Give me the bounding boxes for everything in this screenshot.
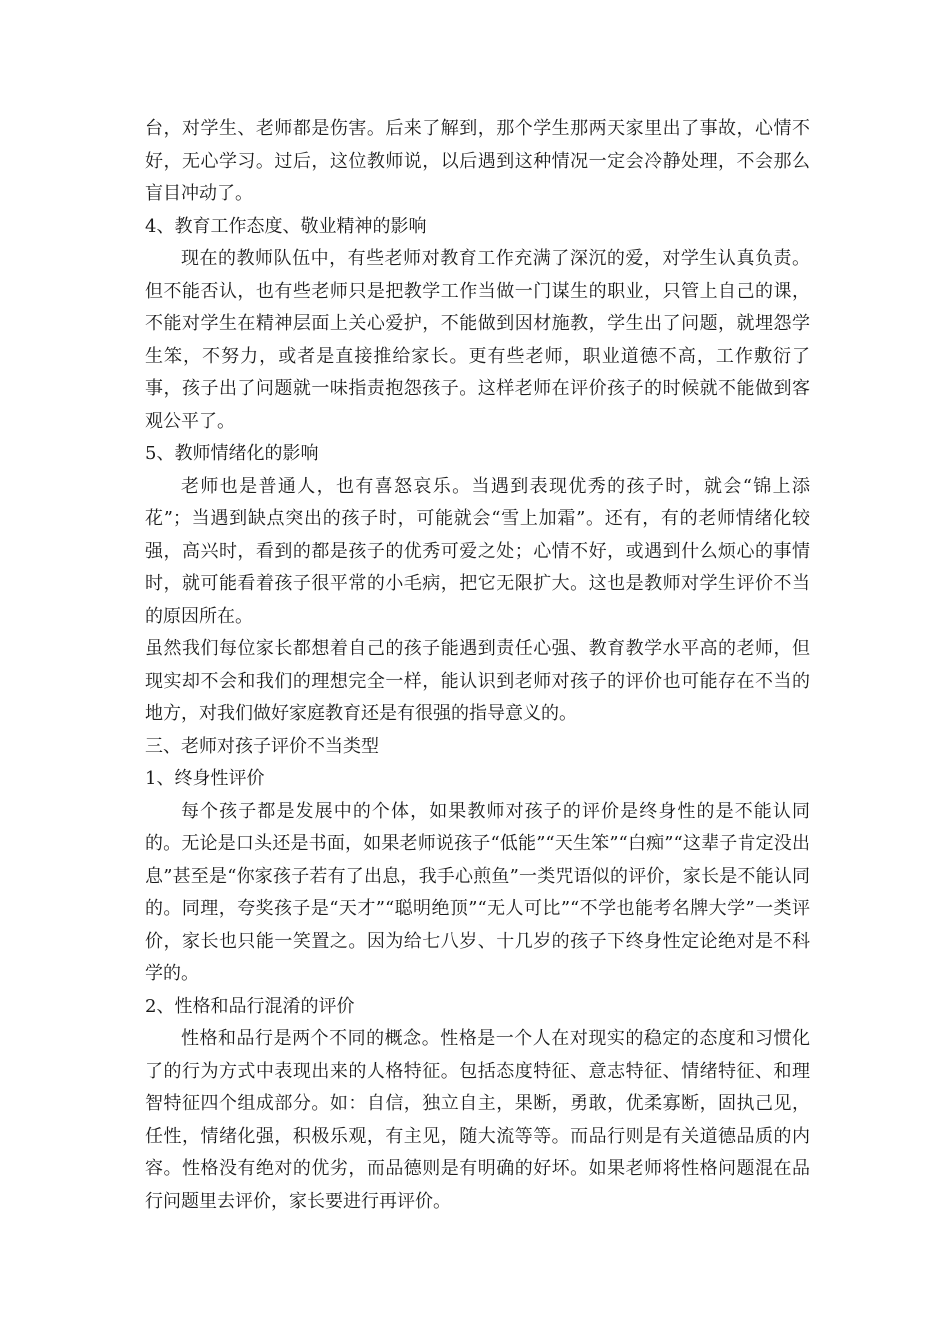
document-body <box>145 113 810 1218</box>
paragraph-lifelong-evaluation: 每个孩子都是发展中的个体，如果教师对孩子的评价是终身性的是不能认同的。无论是口头还是书面，如果老师说孩子“低能”“天生笨”“白痴”“这辈子肯定没出息”甚至是“你家孩子若有了出息，我手心煎鱼”一类咒语似的评价，家长是不能认同的。同理，夸奖孩子是“天才”“聪明绝顶”“无人可比”“不学也能考名牌大学”一类评价，家长也只能一笑置之。因为给七八岁、十几岁的孩子下终身性定论绝对是不科学的。 <box>145 800 810 984</box>
section-heading-5: 5、教师情绪化的影响 <box>145 443 319 464</box>
chapter-heading-3: 三、老师对孩子评价不当类型 <box>145 735 379 757</box>
section-heading-4: 4、教育工作态度、敬业精神的影响 <box>145 215 427 237</box>
paragraph-teacher-emotion: 老师也是普通人，也有喜怒哀乐。当遇到表现优秀的孩子时，就会“锦上添花”；当遇到缺点突出的孩子时，可能就会“雪上加霜”。还有，有的老师情绪化较强，高兴时，看到的都是孩子的优秀可爱之处；心情不好，或遇到什么烦心的事情时，就可能看着孩子很平常的小毛病，把它无限扩大。这也是教师对学生评价不当的原因所在。 <box>145 475 810 627</box>
paragraph-personality-conduct: 性格和品行是两个不同的概念。性格是一个人在对现实的稳定的态度和习惯化了的行为方式中表现出来的人格特征。包括态度特征、意志特征、情绪特征、和理智特征四个组成部分。如：自信，独立自主，果断，勇敢，优柔寡断，固执己见，任性，情绪化强，积极乐观，有主见，随大流等等。而品行则是有关道德品质的内容。性格没有绝对的优劣，而品德则是有明确的好坏。如果老师将性格问题混在品行问题里去评价，家长要进行再评价。 <box>145 1028 810 1212</box>
paragraph-continuation: 台，对学生、老师都是伤害。后来了解到，那个学生那两天家里出了事故，心情不好，无心学习。过后，这位教师说，以后遇到这种情况一定会冷静处理，不会那么盲目冲动了。 <box>145 118 810 204</box>
paragraph-work-attitude: 现在的教师队伍中，有些老师对教育工作充满了深沉的爱，对学生认真负责。但不能否认，也有些老师只是把教学工作当做一门谋生的职业，只管上自己的课，不能对学生在精神层面上关心爱护，不能做到因材施教，学生出了问题，就埋怨学生笨，不努力，或者是直接推给家长。更有些老师，职业道德不高，工作敷衍了事，孩子出了问题就一味指责抱怨孩子。这样老师在评价孩子的时候就不能做到客观公平了。 <box>145 248 810 432</box>
section-heading-2: 2、性格和品行混淆的评价 <box>145 995 355 1017</box>
paragraph-parent-note: 虽然我们每位家长都想着自己的孩子能遇到责任心强、教育教学水平高的老师，但现实却不会和我们的理想完全一样，能认识到老师对孩子的评价也可能存在不当的地方，对我们做好家庭教育还是有很强的指导意义的。 <box>145 638 810 724</box>
section-heading-1: 1、终身性评价 <box>145 768 265 789</box>
